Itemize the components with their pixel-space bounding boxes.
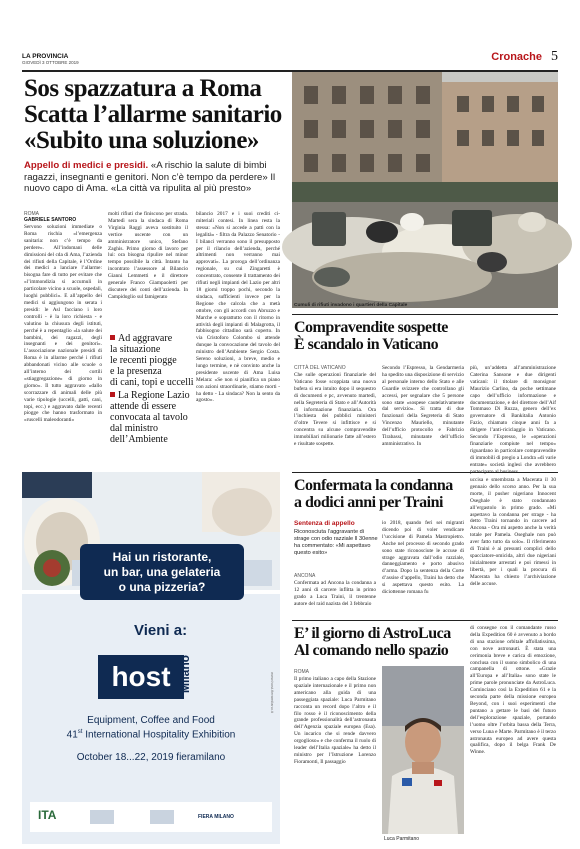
traini-sidebar-text: Riconosciuta l’aggravante di strage con odio razziale Il 30enne ha commentato: «Mi aspettavo questo esito» [294,529,378,556]
ad-exhibition-num: 41 [66,729,78,741]
astroluca-col-3-text: di consegne con il comandante russo della Expedition 60 è avvenuto a bordo di una stazione orbitale affollatissima, con nove astronauti. È stata una cerimonia breve e carica di emozione, conclusa con il suono simbolico di una campanella di ottone. «Grazie all’Europa e all’Italia» sono state le prime parole pronunciate da AstroLuca. Cominciano così la Expedition 61 e la seconda parte della missione europea Beyond, con i suoi esperimenti che puntano a gettare le basi del futuro dell’esplorazione spaziale, portando l’uomo oltre l’orbita bassa della Terra, verso Luna e Marte. Parmitano è il terzo astronauta europeo ad avere questa qualifica, dopo il belga Frank De Winne. [470,625,556,756]
traini-col-1 [294,580,376,614]
astroluca-col-1-text: Il primo italiano a capo della Stazione spaziale internazionale e il primo non americano alla guida di una passeggiata spaziale: Luca Parmitano racconta un record dopo l’altro e il filo rosso è il riconoscimento della grande professionalità dell’astronauta dell’Agenzia spaziale europea (Esa). Un incarico che si rende davvero orgoglioso» e che conferma il ruolo di leader dell’Italia spaziale» ha detto il ministro per l’Istruzione Lorenzo Fioramonti, Il passaggio [294,676,376,765]
vatican-top-rule [292,314,558,315]
vatican-col-3 [470,365,556,466]
pull-quote-1-line-1: Ad aggravare [118,333,173,344]
traini-col-2 [382,520,464,614]
astroluca-dateline: ROMA [294,669,309,675]
ad-sponsor-mark-1 [90,810,114,824]
lead-col-3 [196,211,280,464]
lead-col-2-text: molti rifiuti che finiscono per strada. Martedì sera la sindaca di Roma Virginia Raggi aveva sostituito il vertice uscente con un amministratore unico, Stefano Zaghis. Primo giorno di lavoro per lui: ora bisogna ripulire nel minor tempo possibile la città. Intanto ha incontrato l’assessore al Bilancio Gianni Lemmetti e il direttore generale Franco Giampaoletti per discutere dei conti dell’azienda. In Campidoglio sul famigerato [108,211,188,300]
lead-photo-caption [294,303,556,308]
traini-col-1-text: Confermata ad Ancona la condanna a 12 anni di carcere inflitta in primo grado a Luca Traini, il trentenne autore del raid nazista del 3 febbraio [294,580,376,607]
lead-col-2 [108,211,188,321]
ad-exhibition-rest: International Hospitality Exhibition [82,729,236,741]
vatican-headline-line-1: Compravendite sospette [294,319,448,336]
lead-headline-line-3: «Subito una soluzione» [24,127,259,154]
issue-date: GIOVEDÌ 3 OTTOBRE 2019 [22,60,79,65]
lead-summary-rest: «A rischio la salute di bimbi ragazzi, insegnanti e genitori. Non c’è tempo da perdere» Il nuovo capo di Ama. «La città va ripulita al più presto» [24,160,276,195]
traini-col-2-text: io 2018, quando ferì sei migranti dicendo poi di voler vendicare l’uccisione di Pamela Mastropietro. Anche nel processo di secondo grado sono state riconosciute le accuse di strage aggravata dall’odio razziale, danneggiamento e porto abusivo d’arma. Dopo la sentenza della Corte d’assise d’appello, Traini ha detto che si aspettava questo esito. La diciottenne romana fu [382,520,464,596]
ad-host-logo [98,647,208,707]
paper-name: LA PROVINCIA [22,53,69,60]
pull-quote-1-line-3: le recenti piogge [110,355,177,366]
astroluca-col-3 [470,625,556,840]
lead-dateline: ROMA [24,211,39,217]
lead-summary [24,160,286,195]
section-name: Cronache [491,51,542,63]
lead-photo [292,72,558,308]
astroluca-headline-line-2: Al comando nello spazio [294,642,449,659]
lead-summary-bold: Appello di medici e presidi. [24,160,149,171]
traini-headline-line-1: Confermata la condanna [294,477,453,494]
vatican-col-3-text: più, un’addetta all’amministrazione Caterina Sansone e due dirigenti vaticani: il titolare di monsignor Maurizio Carlino, da poche settimane capo dell’ufficio informazione e documentazione, e del direttore dell’Aif Tommaso Di Ruzza, genero dell’ex governatore di Bankitalia Antonio Fazio, chiamato cinque anni fa a dirigere l’anti-riciclaggio in Vaticano. Secondo l’Espresso, le «operazioni finanziarie compiute nel tempo» riguardano in particolare compravendite di immobili di pregio a Londra «di varie entrate» società inglesi che avrebbero [470,365,556,468]
lead-col-3-text: bilancio 2017 e i suoi crediti ci-miteriali contesi. In linea resta la stessa: «Non si accede a patti con la legalità» - filtra da Palazzo Senatorio - I bilanci verranno sono il presupposto per il rilancio dell’azienda, perché altrimenti non verranno mai approvati». La proroga dell’ordinanza regionale, su cui Zingaretti è concentrato, consente il trattamento dei rifiuti negli impianti del Lazio per altri 18 giorni troppo pochi, secondo la sindaca, sufficienti invece per la Regione che calcola che a metà ottobre, con gli accordi con Abruzzo e Marche e soprattutto con il ritorno in attività degli impianti di Malagrotta, il fabbisogno cittadino sarà coperto. In via Cristoforo Colombo si attende dunque la convocazione del tavolo del ministro dell’Ambiente Sergio Costa. Sereno soluzioni, a breve, medio e lungo termine, e nè convinto anche la presidente uscente di Ama Luisa Melara: «Se non si pianifica un piano con azioni straordinarie, stiamo morti - ha detto - La sindaca? Non la sento da agosto». [196,211,280,404]
astroluca-photo [382,666,464,834]
pull-quote-2-line-3: convocata al tavolo [110,412,188,423]
ad-sponsor-1: ITA [38,808,57,822]
astroluca-top-rule [292,620,558,621]
ad-brand: host [98,655,184,699]
vatican-col-2 [382,365,464,466]
ad-dates: October 18...22, 2019 fieramilano [76,752,226,763]
vatican-headline [294,319,556,353]
astroluca-col-1 [294,676,376,840]
lead-headline-line-2: Scatta l’allarme sanitario [24,101,282,128]
pull-quote-2-line-4: dal ministro [110,423,159,434]
ad-exhibition [22,729,280,740]
ad-sponsor-2: FIERA MILANO [198,814,234,820]
ad-bubble-line-1: Hai un ristorante, [112,550,212,564]
ad-sponsor-bar [30,802,272,832]
lead-headline-line-1: Sos spazzatura a Roma [24,75,262,102]
ad-bubble-line-2: un bar, una gelateria [103,565,221,579]
ad-sponsor-mark-2 [150,810,174,824]
traini-headline-line-2: a dodici anni per Traini [294,494,443,511]
lead-byline: GABRIELE SANTORO [24,217,77,223]
traini-sidebar-title: Sentenza di appello [294,520,355,527]
traini-dateline: ANCONA [294,573,316,579]
page-number: 5 [551,49,558,64]
lead-col-1-text: Servono soluzioni immediate o Roma rischia «l’emergenza sanitaria: non c’è tempo da perdere». All’indomani delle dimissioni del cda di Ama, l’azienda dei rifiuti della Capitale, è l’Ordine dei medici a lanciare l’allarme: bisogna fare di tutto per evitare che «l’immondizia si accumuli in particolare vicino a scuole, ospedali, luoghi pubblici». E all’appello dei medici si aggiungono in serata i presidi: le Asl facciano i loro controlli - è la loro richiesta - e valutino la chiusura degli istituti, perché è a repentaglio «la salute dei bambini, dei ragazzi, degli insegnanti e dei genitori». L’associazione nazionale presidi di Roma è in allarme perché i rifiuti abbandonati vicino alle scuole o all’interno dei cortili «stiaggregazione» di giorno in giorno». Il tutto aggravato «dallo scorrazzare di animali delle più varie tipologie (uccelli, gatti, cani, topi, ecc.) e aggravato dalle recenti piogge che hanno trasformato in «ruscelli maleodoranti» [24,224,102,424]
traini-col-3 [470,477,556,614]
ad-tagline: Equipment, Coffee and Food [87,715,215,726]
pull-quote-1-line-4: e la presenza [110,366,162,377]
vatican-headline-line-2: È scandalo in Vaticano [294,336,439,353]
lead-photo-credit: ANSA [408,303,422,308]
pull-quote-2 [110,390,194,445]
ad-brand-city: Milano [178,655,192,693]
pull-quote-1-marker [110,335,115,340]
ad-question-bubble [80,544,244,600]
ad-bubble-line-3: o una pizzeria? [118,580,206,594]
lead-col-1 [24,224,102,464]
pull-quote-2-line-1: La Regione Lazio [118,390,190,401]
pull-quote-2-marker [110,392,115,397]
pull-quote-2-line-5: dell’Ambiente [110,434,168,445]
pull-quote-1-line-2: la situazione [110,344,161,355]
ad-exhibition-sup: st [77,729,83,735]
lead-headline [24,76,294,154]
pull-quote-1 [110,333,194,388]
astroluca-photo-caption: Luca Parmitano [384,836,420,842]
pull-quote-2-line-2: attende di essere [110,401,177,412]
vatican-col-1-text: Che sulle operazioni finanziarie del Vaticano fosse scoppiata una nuova bufera si era intuito dopo il sequestro di documenti e pc, avvenuto martedì, nella Segreteria di Stato e all’Autorità di informazione finanziaria. Ora l’inchiesta dei pubblici ministeri d’oltre Tevere si infittisce e si concentra su alcune compravendite immobiliari milionarie fatte all’estero e risultate sospette. [294,372,376,448]
vatican-dateline: CITTÀ DEL VATICANO [294,365,346,371]
traini-col-3-text: uccisa e smembrata a Macerata il 30 gennaio dello scorso anno. Per la sua morte, il pusher nigeriano Innocent Oseghale è stato condannato all’ergastolo in primo grado. «Mi aspettavo la condanna per strage - ha detto Traini tornando in carcere ad Ancona - Ora mi aspetto anche la verità totale per Pamela. Oseghale non può aver fatto tutto da solo». Il riferimento di Traini è ai presunti complici dello spacciatore-omicida, altri due nigeriani inizialmente arrestati e poi rimessi in libertà, per i quali la procura di Macerata ha chiesto l’archiviazione delle accuse. [470,477,556,587]
masthead [22,49,558,67]
traini-top-rule [292,472,558,473]
ad-side-note: www.host.fieramilano.it [270,672,275,713]
advertisement [22,472,280,844]
ad-vieni: Vieni a: [134,622,188,639]
lead-photo-caption-text: Cumuli di rifiuti invadono i quartieri della Capitale [294,303,408,308]
vatican-col-2-text: Secondo l’Espresso, la Gendarmeria ha spedito una disposizione di servizio al personale interno dello Stato e alle Guardie svizzere che controllano gli accessi, per segnalare che 5 persone sono state «sospese cautelativamente dal servizio». Si tratta di due funzionari della Segreteria di Stato Vincenzo Mauriello, minutante dell’ufficio protocollo e Fabrizio Tirabassi, minutante dell’ufficio amministrativo. In [382,365,464,447]
vatican-col-1 [294,372,376,466]
astroluca-headline-line-1: E’ il giorno di AstroLuca [294,625,451,642]
traini-sidebar [294,520,378,557]
pull-quote-1-line-5: di cani, topi e uccelli [110,377,194,388]
